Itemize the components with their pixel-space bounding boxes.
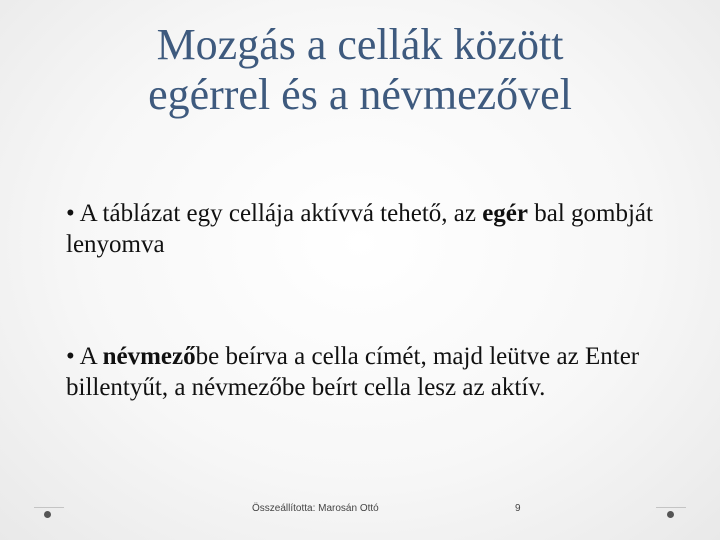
bullet-marker: • [66,343,80,370]
bullet-bold-term: névmező [102,343,196,370]
bullet-text: be beírva a cella címét, majd leütve az Enter billentyűt, a névmezőbe beírt cella lesz az aktív. [66,343,640,401]
bullet-list [66,198,666,403]
right-decoration-line [656,507,686,508]
slide-title [60,20,660,120]
bullet-item-2 [66,341,666,403]
bullet-bold-term: egér [482,200,528,227]
left-decoration-line [34,507,64,508]
title-line-1: Mozgás a cellák között [156,20,564,69]
footer-author: Összeállította: Marosán Ottó [252,503,379,514]
right-decoration-dot [667,511,674,518]
bullet-text: A [79,343,103,370]
bullet-text: A táblázat egy cellája aktívvá tehető, az [79,200,483,227]
left-decoration-dot [44,511,51,518]
page-number: 9 [515,503,521,514]
bullet-item-1 [66,198,666,260]
bullet-text: bal gombját lenyomva [66,200,653,258]
title-line-2: egérrel és a névmezővel [148,70,572,119]
bullet-marker: • [66,200,80,227]
